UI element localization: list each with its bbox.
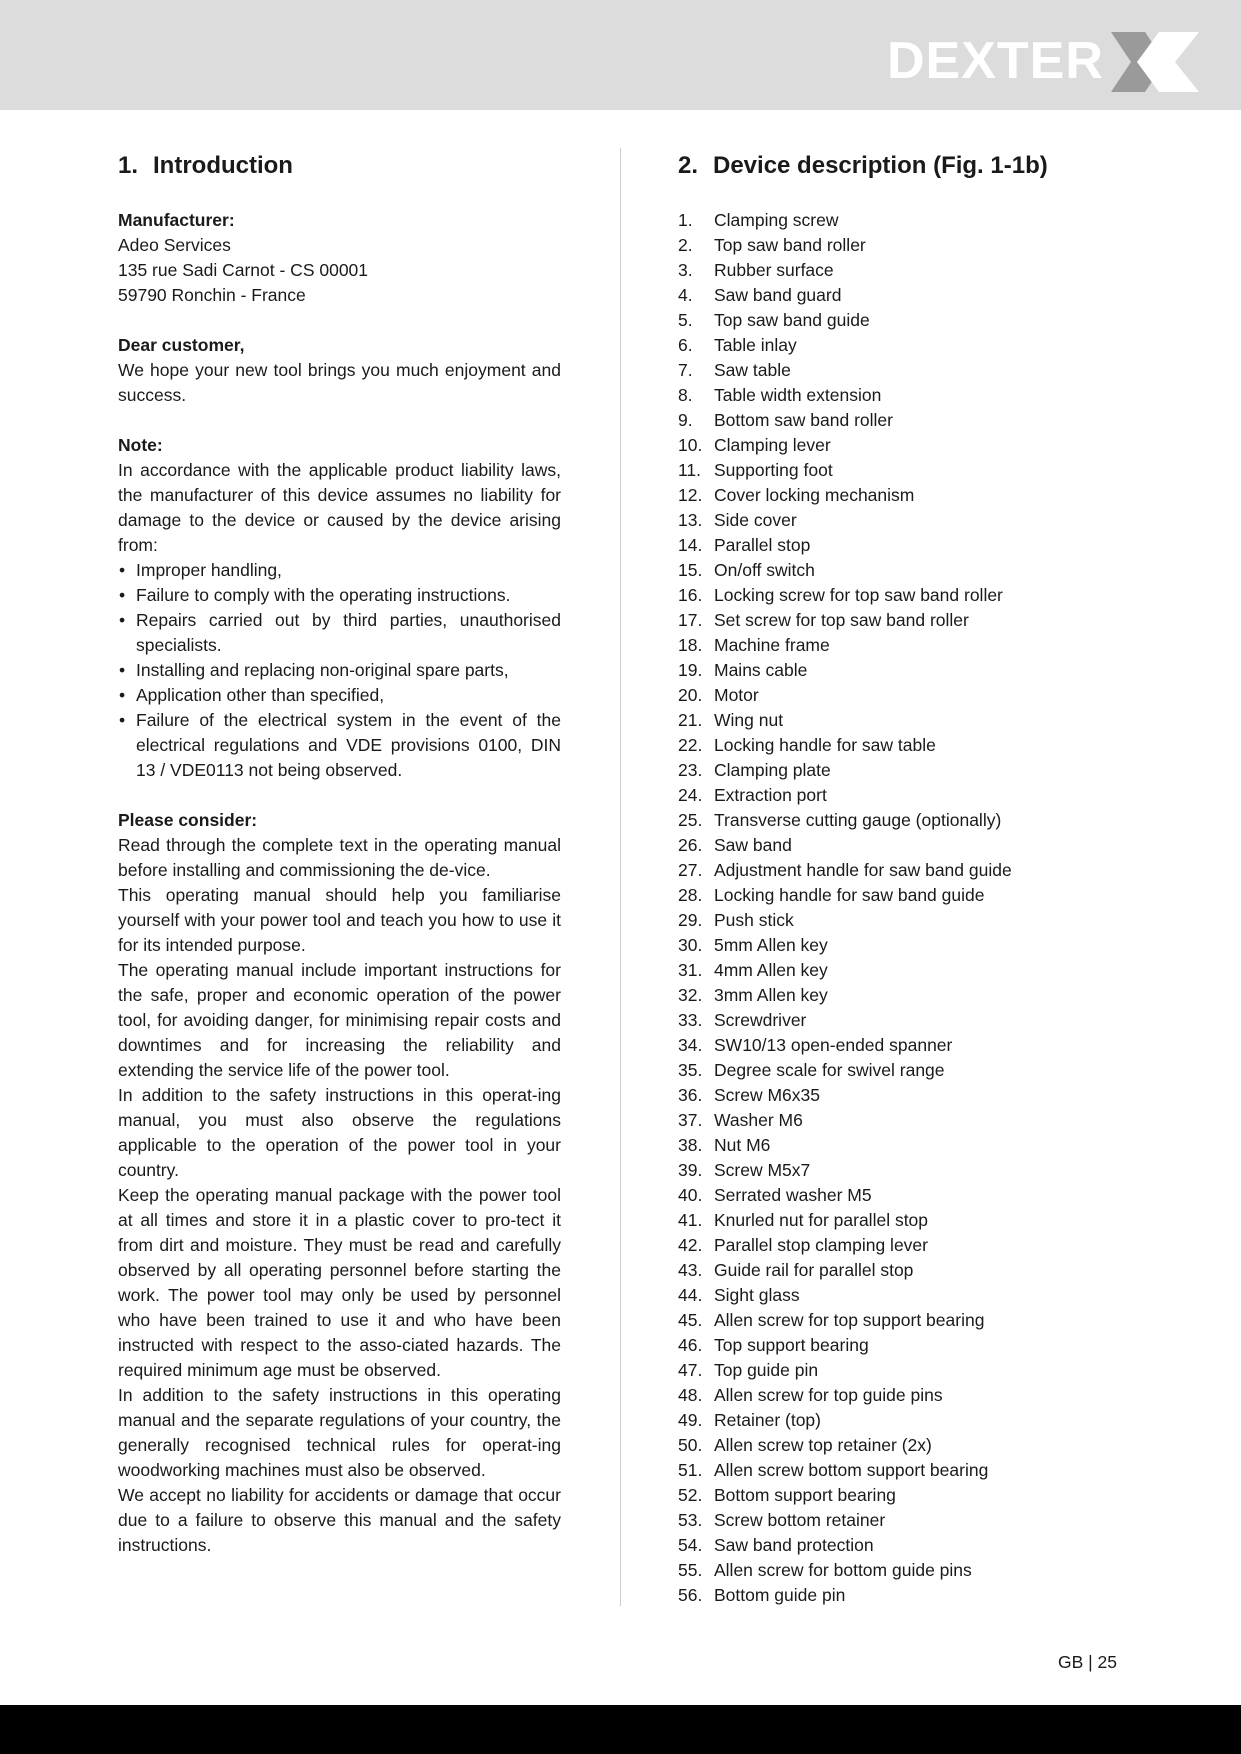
- part-number: 17.: [678, 610, 703, 630]
- parts-list: [678, 208, 1148, 1608]
- part-number: 43.: [678, 1260, 703, 1280]
- part-label: Saw band protection: [714, 1535, 874, 1555]
- part-number: 46.: [678, 1335, 703, 1355]
- dear-customer-text: We hope your new tool brings you much enjoyment and success.: [118, 360, 561, 405]
- part-number: 47.: [678, 1360, 703, 1380]
- part-item: [678, 1408, 1148, 1433]
- part-number: 30.: [678, 935, 703, 955]
- part-number: 25.: [678, 810, 703, 830]
- part-item: [678, 833, 1148, 858]
- part-item: [678, 758, 1148, 783]
- part-label: Top guide pin: [714, 1360, 819, 1380]
- address-line: 59790 Ronchin - France: [118, 285, 306, 305]
- section-number: 2.: [678, 152, 699, 179]
- part-item: [678, 1533, 1148, 1558]
- part-number: 18.: [678, 635, 703, 655]
- part-item: [678, 733, 1148, 758]
- part-item: [678, 858, 1148, 883]
- part-item: [678, 1058, 1148, 1083]
- part-item: [678, 658, 1148, 683]
- part-item: [678, 283, 1148, 308]
- part-number: 49.: [678, 1410, 703, 1430]
- part-number: 28.: [678, 885, 703, 905]
- part-item: [678, 1358, 1148, 1383]
- part-label: Cover locking mechanism: [714, 485, 915, 505]
- part-number: 39.: [678, 1160, 703, 1180]
- part-item: [678, 1483, 1148, 1508]
- part-item: [678, 458, 1148, 483]
- part-label: Allen screw for top support bearing: [714, 1310, 985, 1330]
- part-label: Mains cable: [714, 660, 808, 680]
- part-label: 3mm Allen key: [714, 985, 828, 1005]
- part-number: 51.: [678, 1460, 703, 1480]
- part-item: [678, 883, 1148, 908]
- part-number: 6.: [678, 335, 693, 355]
- part-item: [678, 1333, 1148, 1358]
- part-number: 55.: [678, 1560, 703, 1580]
- part-number: 27.: [678, 860, 703, 880]
- part-label: Screw M5x7: [714, 1160, 811, 1180]
- part-number: 34.: [678, 1035, 703, 1055]
- part-item: [678, 1583, 1148, 1608]
- please-consider-text: [118, 833, 561, 1558]
- page-number: GB | 25: [1058, 1652, 1118, 1672]
- part-number: 41.: [678, 1210, 703, 1230]
- part-number: 2.: [678, 235, 693, 255]
- part-label: Motor: [714, 685, 759, 705]
- part-number: 53.: [678, 1510, 703, 1530]
- section-title: Device description (Fig. 1-1b): [713, 152, 1048, 179]
- part-label: Side cover: [714, 510, 797, 530]
- note-label: Note:: [118, 435, 163, 455]
- part-label: Set screw for top saw band roller: [714, 610, 969, 630]
- dexter-logo: [883, 28, 1223, 96]
- part-label: Top saw band roller: [714, 235, 866, 255]
- part-label: Guide rail for parallel stop: [714, 1260, 914, 1280]
- part-item: [678, 558, 1148, 583]
- part-label: Allen screw top retainer (2x): [714, 1435, 932, 1455]
- part-label: Bottom guide pin: [714, 1585, 846, 1605]
- part-item: [678, 1308, 1148, 1333]
- part-label: Locking screw for top saw band roller: [714, 585, 1003, 605]
- section-heading-introduction: [118, 150, 561, 182]
- part-item: [678, 433, 1148, 458]
- part-item: [678, 1508, 1148, 1533]
- part-number: 44.: [678, 1285, 703, 1305]
- part-label: Nut M6: [714, 1135, 771, 1155]
- consider-paragraph: Read through the complete text in the operating manual before installing and commissioning the de-vice.: [118, 835, 561, 880]
- part-number: 40.: [678, 1185, 703, 1205]
- part-item: [678, 583, 1148, 608]
- part-item: [678, 258, 1148, 283]
- address-line: 135 rue Sadi Carnot - CS 00001: [118, 260, 369, 280]
- part-label: Screw M6x35: [714, 1085, 821, 1105]
- part-number: 29.: [678, 910, 703, 930]
- part-item: [678, 358, 1148, 383]
- part-label: Degree scale for swivel range: [714, 1060, 945, 1080]
- part-label: Saw table: [714, 360, 791, 380]
- liability-bullet-item: • Improper handling,: [118, 558, 561, 583]
- part-label: Allen screw for bottom guide pins: [714, 1560, 972, 1580]
- part-label: Saw band: [714, 835, 792, 855]
- part-number: 48.: [678, 1385, 703, 1405]
- part-label: Parallel stop clamping lever: [714, 1235, 928, 1255]
- part-number: 54.: [678, 1535, 703, 1555]
- part-number: 42.: [678, 1235, 703, 1255]
- part-label: Top support bearing: [714, 1335, 869, 1355]
- part-item: [678, 1283, 1148, 1308]
- part-label: Wing nut: [714, 710, 784, 730]
- part-label: Clamping lever: [714, 435, 831, 455]
- part-label: Serrated washer M5: [714, 1185, 872, 1205]
- liability-bullet-item: • Application other than specified,: [118, 683, 561, 708]
- part-item: [678, 333, 1148, 358]
- part-number: 22.: [678, 735, 703, 755]
- part-label: Saw band guard: [714, 285, 842, 305]
- part-item: [678, 933, 1148, 958]
- part-item: [678, 1133, 1148, 1158]
- part-item: [678, 958, 1148, 983]
- part-number: 12.: [678, 485, 703, 505]
- logo-text: DEXTER: [887, 32, 1104, 90]
- part-item: [678, 1458, 1148, 1483]
- part-item: [678, 208, 1148, 233]
- part-item: [678, 783, 1148, 808]
- part-label: Bottom saw band roller: [714, 410, 893, 430]
- part-number: 5.: [678, 310, 693, 330]
- note-text: In accordance with the applicable product liability laws, the manufacturer of this device assumes no liability for damage to the device or caused by the device arising from:: [118, 460, 561, 555]
- part-number: 32.: [678, 985, 703, 1005]
- part-number: 3.: [678, 260, 693, 280]
- part-item: [678, 533, 1148, 558]
- section-number: 1.: [118, 152, 139, 179]
- part-number: 36.: [678, 1085, 703, 1105]
- header-band: [0, 0, 1241, 110]
- please-consider-label: Please consider:: [118, 810, 258, 830]
- part-label: On/off switch: [714, 560, 815, 580]
- part-item: [678, 1208, 1148, 1233]
- part-item: [678, 983, 1148, 1008]
- manufacturer-label: Manufacturer:: [118, 210, 235, 230]
- part-item: [678, 508, 1148, 533]
- part-item: [678, 633, 1148, 658]
- part-number: 35.: [678, 1060, 703, 1080]
- part-label: Clamping plate: [714, 760, 831, 780]
- part-item: [678, 1108, 1148, 1133]
- part-item: [678, 1008, 1148, 1033]
- part-number: 38.: [678, 1135, 703, 1155]
- part-label: Clamping screw: [714, 210, 839, 230]
- liability-bullet-item: • Failure of the electrical system in the event of the electrical regulations and VDE provisions 0100, DIN 13 / VDE0113 not being observed.: [118, 708, 561, 783]
- part-number: 56.: [678, 1585, 703, 1605]
- consider-paragraph: Keep the operating manual package with the power tool at all times and store it in a plastic cover to pro-tect it from dirt and moisture. They must be read and carefully observed by all operating personnel before starting the work. The power tool may only be used by personnel who have been trained to use it and who have been instructed with respect to the asso-ciated hazards. The required minimum age must be observed.: [118, 1185, 561, 1380]
- part-label: Locking handle for saw band guide: [714, 885, 985, 905]
- part-label: Locking handle for saw table: [714, 735, 936, 755]
- part-label: Allen screw bottom support bearing: [714, 1460, 989, 1480]
- footer-band: [0, 1705, 1241, 1754]
- part-number: 8.: [678, 385, 693, 405]
- part-number: 13.: [678, 510, 703, 530]
- part-item: [678, 1258, 1148, 1283]
- part-number: 9.: [678, 410, 693, 430]
- liability-bullet-item: • Installing and replacing non-original spare parts,: [118, 658, 561, 683]
- part-number: 15.: [678, 560, 703, 580]
- part-item: [678, 608, 1148, 633]
- part-number: 11.: [678, 460, 702, 480]
- consider-paragraph: In addition to the safety instructions in this operating manual and the separate regulations of your country, the generally recognised technical rules for operat-ing woodworking machines must also be observed.: [118, 1385, 561, 1480]
- part-label: Transverse cutting gauge (optionally): [714, 810, 1002, 830]
- part-label: SW10/13 open-ended spanner: [714, 1035, 953, 1055]
- part-label: 4mm Allen key: [714, 960, 828, 980]
- part-label: Adjustment handle for saw band guide: [714, 860, 1012, 880]
- part-item: [678, 1158, 1148, 1183]
- liability-bullet-item: • Failure to comply with the operating instructions.: [118, 583, 561, 608]
- consider-paragraph: In addition to the safety instructions in this operat-ing manual, you must also observe the regulations applicable to the operation of the power tool in your country.: [118, 1085, 561, 1180]
- manufacturer-address: [118, 233, 561, 308]
- part-label: Screwdriver: [714, 1010, 807, 1030]
- manufacturer-block: [118, 208, 561, 1558]
- part-item: [678, 408, 1148, 433]
- part-label: Rubber surface: [714, 260, 834, 280]
- part-number: 45.: [678, 1310, 703, 1330]
- part-item: [678, 483, 1148, 508]
- part-label: Knurled nut for parallel stop: [714, 1210, 929, 1230]
- part-item: [678, 233, 1148, 258]
- part-label: Table inlay: [714, 335, 797, 355]
- part-label: Washer M6: [714, 1110, 803, 1130]
- part-number: 31.: [678, 960, 703, 980]
- consider-paragraph: This operating manual should help you familiarise yourself with your power tool and teach you how to use it for its intended purpose.: [118, 885, 561, 955]
- part-label: Supporting foot: [714, 460, 833, 480]
- part-number: 14.: [678, 535, 703, 555]
- part-label: Table width extension: [714, 385, 882, 405]
- part-item: [678, 1033, 1148, 1058]
- part-item: [678, 1433, 1148, 1458]
- part-label: Screw bottom retainer: [714, 1510, 886, 1530]
- part-item: [678, 708, 1148, 733]
- column-divider: [620, 148, 621, 1606]
- device-description-column: [678, 150, 1148, 1608]
- part-label: Bottom support bearing: [714, 1485, 896, 1505]
- liability-bullet-list: [118, 558, 561, 783]
- part-item: [678, 683, 1148, 708]
- dear-customer-label: Dear customer,: [118, 335, 245, 355]
- part-number: 7.: [678, 360, 693, 380]
- part-item: [678, 1233, 1148, 1258]
- part-label: Top saw band guide: [714, 310, 870, 330]
- part-number: 52.: [678, 1485, 703, 1505]
- part-number: 24.: [678, 785, 703, 805]
- section-title: Introduction: [153, 152, 293, 179]
- part-number: 10.: [678, 435, 703, 455]
- part-number: 37.: [678, 1110, 703, 1130]
- part-label: Push stick: [714, 910, 794, 930]
- introduction-column: [118, 150, 561, 1558]
- part-number: 26.: [678, 835, 703, 855]
- part-number: 33.: [678, 1010, 703, 1030]
- part-item: [678, 908, 1148, 933]
- part-number: 16.: [678, 585, 703, 605]
- part-number: 4.: [678, 285, 693, 305]
- part-item: [678, 1183, 1148, 1208]
- part-item: [678, 808, 1148, 833]
- part-label: Parallel stop: [714, 535, 811, 555]
- liability-bullet-item: • Repairs carried out by third parties, unauthorised specialists.: [118, 608, 561, 658]
- part-label: Machine frame: [714, 635, 830, 655]
- part-label: 5mm Allen key: [714, 935, 828, 955]
- part-item: [678, 383, 1148, 408]
- part-number: 21.: [678, 710, 703, 730]
- part-item: [678, 1558, 1148, 1583]
- part-label: Allen screw for top guide pins: [714, 1385, 943, 1405]
- section-heading-device-description: [678, 150, 1148, 182]
- part-label: Retainer (top): [714, 1410, 821, 1430]
- part-number: 23.: [678, 760, 703, 780]
- consider-paragraph: The operating manual include important instructions for the safe, proper and economic operation of the power tool, for avoiding danger, for minimising repair costs and downtimes and for increasing the reliability and extending the service life of the power tool.: [118, 960, 561, 1080]
- part-label: Extraction port: [714, 785, 827, 805]
- part-number: 50.: [678, 1435, 703, 1455]
- part-number: 19.: [678, 660, 703, 680]
- part-item: [678, 1383, 1148, 1408]
- part-item: [678, 1083, 1148, 1108]
- part-number: 20.: [678, 685, 703, 705]
- consider-paragraph: We accept no liability for accidents or damage that occur due to a failure to observe this manual and the safety instructions.: [118, 1485, 561, 1555]
- part-number: 1.: [678, 210, 693, 230]
- part-label: Sight glass: [714, 1285, 800, 1305]
- part-item: [678, 308, 1148, 333]
- address-line: Adeo Services: [118, 235, 231, 255]
